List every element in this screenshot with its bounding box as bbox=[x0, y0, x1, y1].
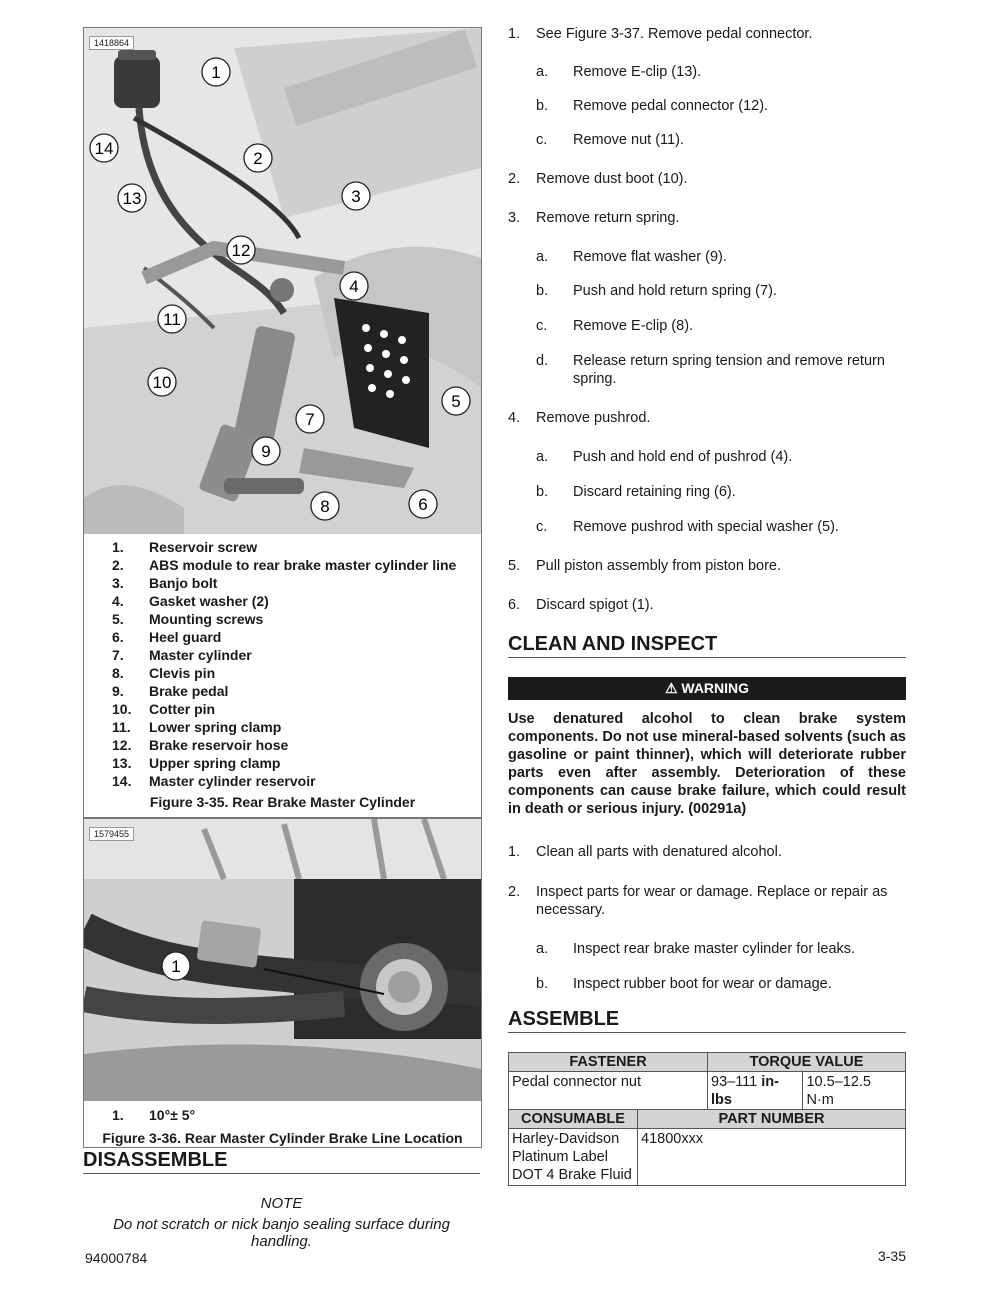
legend-item: 4. Gasket washer (2) bbox=[112, 593, 269, 609]
table-cell: 41800xxx bbox=[638, 1129, 906, 1186]
brake-line-photo bbox=[84, 819, 481, 1101]
figure-id: 1418864 bbox=[89, 36, 134, 50]
table-row bbox=[509, 1129, 906, 1186]
svg-text:9: 9 bbox=[261, 442, 271, 461]
table-cell: Pedal connector nut bbox=[509, 1072, 708, 1111]
svg-text:6: 6 bbox=[418, 495, 428, 514]
legend-item: 11. Lower spring clamp bbox=[112, 719, 282, 735]
brake-line-illustration bbox=[84, 819, 481, 1101]
callout-5 bbox=[442, 387, 470, 415]
section-heading-clean-inspect: CLEAN AND INSPECT bbox=[508, 633, 906, 658]
column-header: FASTENER bbox=[509, 1053, 708, 1072]
svg-text:1: 1 bbox=[171, 957, 181, 976]
legend-item: 1. Reservoir screw bbox=[112, 539, 258, 555]
note-title: NOTE bbox=[260, 1195, 303, 1212]
section-heading-disassemble: DISASSEMBLE bbox=[83, 1149, 480, 1174]
legend-item: 3. Banjo bolt bbox=[112, 575, 218, 591]
table-cell: 10.5–12.5 N·m bbox=[803, 1072, 906, 1111]
legend-item: 5. Mounting screws bbox=[112, 611, 264, 627]
table-cell: Harley-Davidson Platinum Label DOT 4 Brake Fluid bbox=[509, 1129, 638, 1186]
callout-12 bbox=[227, 236, 255, 264]
table-row bbox=[509, 1072, 906, 1111]
figure-legend bbox=[112, 1106, 195, 1124]
legend-item: 9. Brake pedal bbox=[112, 683, 229, 699]
section-heading-assemble: ASSEMBLE bbox=[508, 1008, 906, 1033]
note-text: Do not scratch or nick banjo sealing surface during handling. bbox=[113, 1216, 450, 1250]
callout-4 bbox=[340, 272, 368, 300]
table-header-row bbox=[509, 1053, 906, 1072]
legend-item: 14. Master cylinder reservoir bbox=[112, 773, 316, 789]
column-header: TORQUE VALUE bbox=[708, 1053, 906, 1072]
svg-text:12: 12 bbox=[231, 241, 251, 260]
svg-text:5: 5 bbox=[451, 392, 461, 411]
consumable-table bbox=[508, 1109, 906, 1186]
figure-id: 1579455 bbox=[89, 827, 134, 841]
callout-1 bbox=[202, 58, 230, 86]
column-header: CONSUMABLE bbox=[509, 1110, 638, 1129]
legend-item: 12. Brake reservoir hose bbox=[112, 737, 289, 753]
table-header-row bbox=[509, 1110, 906, 1129]
callout-6 bbox=[409, 490, 437, 518]
warning-text: Use denatured alcohol to clean brake system components. Do not use mineral-based solvents (such as gasoline or paint thinner), which will deteriorate rubber parts even after assembly. Deterioration of these components can cause brake failure, which could result in death or serious injury. (00291a) bbox=[508, 711, 906, 817]
svg-text:1: 1 bbox=[211, 63, 221, 82]
callout-13 bbox=[118, 184, 146, 212]
svg-text:4: 4 bbox=[349, 277, 359, 296]
legend-item: 13. Upper spring clamp bbox=[112, 755, 281, 771]
callout-14 bbox=[90, 134, 118, 162]
svg-text:10: 10 bbox=[152, 373, 172, 392]
legend-item: 6. Heel guard bbox=[112, 629, 222, 645]
legend-item: 2. ABS module to rear brake master cylinder line bbox=[112, 557, 457, 573]
legend-item: 7. Master cylinder bbox=[112, 647, 252, 663]
callout-2 bbox=[244, 144, 272, 172]
callout-11 bbox=[158, 305, 186, 333]
figure-3-35 bbox=[83, 27, 482, 818]
figure-legend bbox=[112, 538, 456, 790]
callout-7 bbox=[296, 405, 324, 433]
doc-number: 94000784 bbox=[85, 1250, 148, 1266]
figure-caption: Figure 3-35. Rear Brake Master Cylinder bbox=[149, 794, 416, 810]
callout-10 bbox=[148, 368, 176, 396]
legend-item: 8. Clevis pin bbox=[112, 665, 216, 681]
svg-text:2: 2 bbox=[253, 149, 263, 168]
svg-text:3: 3 bbox=[351, 187, 361, 206]
master-cylinder-illustration bbox=[84, 28, 481, 534]
svg-text:14: 14 bbox=[94, 139, 114, 158]
fastener-torque-table bbox=[508, 1052, 906, 1111]
column-header: PART NUMBER bbox=[638, 1110, 906, 1129]
callout-1 bbox=[162, 952, 190, 980]
legend-item: 10. Cotter pin bbox=[112, 701, 216, 717]
legend-item: 1. 10°± 5° bbox=[112, 1107, 196, 1123]
svg-text:7: 7 bbox=[305, 410, 315, 429]
master-cylinder-photo bbox=[84, 28, 481, 534]
figure-caption: Figure 3-36. Rear Master Cylinder Brake Line Location bbox=[102, 1130, 463, 1146]
svg-text:11: 11 bbox=[163, 310, 181, 329]
callout-8 bbox=[311, 492, 339, 520]
callout-3 bbox=[342, 182, 370, 210]
page-number: 3-35 bbox=[877, 1248, 906, 1264]
callout-9 bbox=[252, 437, 280, 465]
svg-text:8: 8 bbox=[320, 497, 330, 516]
svg-text:13: 13 bbox=[122, 189, 142, 208]
figure-3-36 bbox=[83, 818, 482, 1148]
table-cell: 93–111 in-lbs bbox=[708, 1072, 803, 1111]
warning-banner: ⚠ WARNING bbox=[508, 677, 906, 700]
